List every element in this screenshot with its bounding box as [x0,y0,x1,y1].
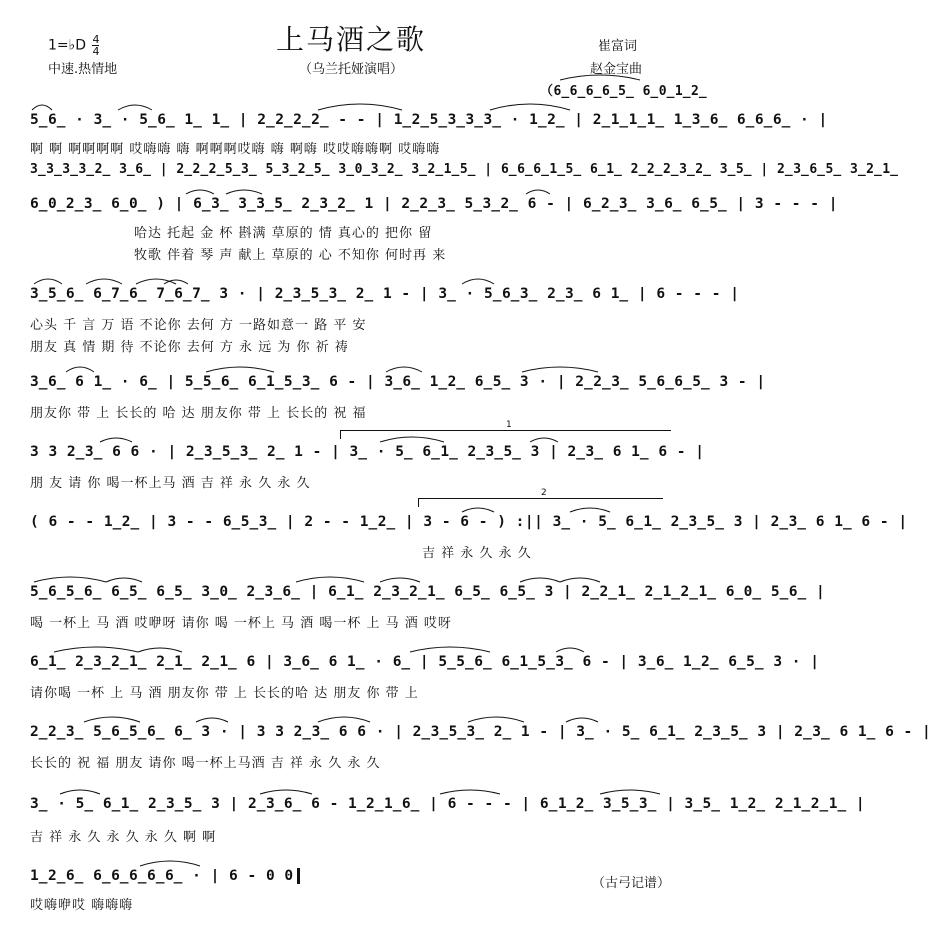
score-line-6: 3 3 2̲3̲ 6 6 · | 2̲3̲5̲3̲ 2̲ 1 - | 3̲ · 5̲ 6̲1̲ 2̲3̲5̲ 3 | 2̲3̲ 6 1̲ 6 - | [30,444,705,460]
slur-arc [380,578,420,582]
slur-arc [136,279,176,284]
lyric-line-12: 哎嗨咿哎 嗨嗨嗨 [30,898,134,913]
slur-arc [296,577,364,582]
song-title: 上马酒之歌 [275,23,426,56]
slur-arc [186,190,214,194]
slur-arc [84,717,140,722]
slur-arc [34,577,106,582]
slur-arc [520,578,560,582]
slur-arc [206,367,274,372]
time-signature [92,34,99,57]
slur-arc [522,367,598,372]
score-line-11: 3̲ · 5̲ 6̲1̲ 2̲3̲5̲ 3 | 2̲3̲6̲ 6 - 1̲2̲1̲6̲ | 6 - - - | 6̲1̲2̲ 3̲5̲3̲ | 3̲5̲ 1̲2̲ 2̲1̲2̲1̲ | [30,796,866,812]
lyric-line-6: 朋 友 请 你 喝一杯上马 酒 吉 祥 永 久 永 久 [30,476,311,491]
tempo-marking: 中速.热情地 [48,62,118,77]
score-line-4: 3̲5̲6̲ 6̲7̲6̲ 7̲6̲7̲ 3 · | 2̲3̲5̲3̲ 2̲ 1 - | 3̲ · 5̲6̲3̲ 2̲3̲ 6 1̲ | 6 - - - | [30,286,740,302]
slur-arc [570,508,610,512]
score-line-10: 2̲2̲3̲ 5̲6̲5̲6̲ 6̲ 3 · | 3 3 2̲3̲ 6 6 · | 2̲3̲5̲3̲ 2̲ 1 - | 3̲ · 5̲ 6̲1̲ 2̲3̲5̲ 3 | 2̲3̲ 6 1̲ 6 - | [30,724,931,740]
lyric-line-3a: 哈达 托起 金 杯 斟满 草原的 情 真心的 把你 留 [134,226,433,241]
slur-arc [196,718,228,722]
intro-notes: （6̲6̲6̲6̲5̲ 6̲0̲1̲2̲ [540,84,708,99]
slur-arc [462,508,494,512]
score-line-7: ( 6 - - 1̲2̲ | 3 - - 6̲5̲3̲ | 2 - - 1̲2̲ | 3 - 6 - ) :|| 3̲ · 5̲ 6̲1̲ 2̲3̲5̲ 3 | 2̲3̲ 6 1̲ 6 - | [30,514,908,530]
slur-arc [566,718,598,722]
slur-arc [386,367,422,372]
lyricist-credit: 崔富词 [598,39,638,54]
lyric-line-5: 朋友你 带 上 长长的 哈 达 朋友你 带 上 长长的 祝 福 [30,406,367,421]
score-line-9: 6̲1̲ 2̲3̲2̲1̲ 2̲1̲ 2̲1̲ 6 | 3̲6̲ 6 1̲ · 6̲ | 5̲5̲6̲ 6̲1̲5̲3̲ 6 - | 3̲6̲ 1̲2̲ 6̲5̲ 3 · | [30,654,820,670]
score-line-5: 3̲6̲ 6 1̲ · 6̲ | 5̲5̲6̲ 6̲1̲5̲3̲ 6 - | 3̲6̲ 1̲2̲ 6̲5̲ 3 · | 2̲2̲3̲ 5̲6̲6̲5̲ 3 - | [30,374,766,390]
slur-arc [32,105,52,110]
composer-credit: 赵金宝曲 [590,62,643,77]
score-line-2: 3̲3̲3̲3̲2̲ 3̲6̲ | 2̲2̲2̲5̲3̲ 5̲3̲2̲5̲ 3̲0̲3̲2̲ 3̲2̲1̲5̲ | 6̲6̲6̲1̲5̲ 6̲1̲ 2̲2̲2̲3̲2̲ 3̲5̲ | 2̲3̲6̲5̲ 3̲2̲1̲ [30,162,899,177]
performer-subtitle: （乌兰托娅演唱） [298,62,403,77]
transcriber-credit: （古弓记谱） [592,876,671,891]
key-signature [48,34,99,57]
volta-1-bracket [340,420,671,439]
slur-arc [560,578,600,582]
slur-arc [600,790,660,794]
slur-arc [490,104,570,110]
lyric-line-8: 喝 一杯上 马 酒 哎咿呀 请你 喝 一杯上 马 酒 喝一杯 上 马 酒 哎呀 [30,616,452,631]
meter-bottom: 4 [92,45,100,58]
slur-arc [138,648,182,652]
lyric-line-9: 请你喝 一杯 上 马 酒 朋友你 带 上 长长的哈 达 朋友 你 带 上 [30,686,419,701]
lyric-line-4a: 心头 千 言 万 语 不论你 去何 方 一路如意一 路 平 安 [30,318,367,333]
slur-arc [556,648,584,652]
volta-1-number: 1 [506,420,512,430]
meter-top: 4 [92,33,100,46]
slur-arc [526,190,550,194]
slur-arc [468,717,524,722]
volta-2-number: 2 [541,488,547,498]
lyric-line-7: 吉 祥 永 久 永 久 [422,546,532,561]
slur-arc [100,438,132,442]
slur-arc [34,279,62,284]
slur-arc [318,717,370,722]
lyric-line-4b: 朋友 真 情 期 待 不论你 去何 方 永 远 为 你 祈 祷 [30,340,349,355]
slur-arc [440,790,500,794]
final-barline [297,868,300,884]
lyric-line-1: 啊 啊 啊啊啊啊 哎嗨嗨 嗨 啊啊啊哎嗨 嗨 啊嗨 哎哎嗨嗨啊 哎嗨嗨 [30,142,441,157]
volta-2-bracket [418,488,663,507]
score-line-12 [30,868,300,884]
slur-arc [164,280,188,284]
slur-arc [140,861,200,866]
slur-arc [86,279,122,284]
final-notes: 1̲2̲6̲ 6̲6̲6̲6̲6̲ · | 6 - 0 0 [30,868,294,884]
slur-arc [60,790,100,794]
slur-arc [106,578,142,582]
slur-arc [66,367,94,372]
slur-arc [318,104,402,110]
key-label: 1=♭D [48,37,87,54]
slur-arc [118,105,152,110]
lyric-line-3b: 牧歌 伴着 琴 声 献上 草原的 心 不知你 何时再 来 [134,248,447,263]
score-line-1: 5̲6̲ · 3̲ · 5̲6̲ 1̲ 1̲ | 2̲2̲2̲2̲ - - | 1̲2̲5̲3̲3̲3̲ · 1̲2̲ | 2̲1̲1̲1̲ 1̲3̲6̲ 6̲6̲6̲ · | [30,112,828,128]
score-line-8: 5̲6̲5̲6̲ 6̲5̲ 6̲5̲ 3̲0̲ 2̲3̲6̲ | 6̲1̲ 2̲3̲2̲1̲ 6̲5̲ 6̲5̲ 3 | 2̲2̲1̲ 2̲1̲2̲1̲ 6̲0̲ 5̲6̲ | [30,584,826,600]
slur-arc [226,190,262,194]
slur-arc [260,790,312,794]
slur-arc [54,647,138,652]
slur-arc [410,647,490,652]
score-line-3: 6̲0̲2̲3̲ 6̲0̲ ) | 6̲3̲ 3̲3̲5̲ 2̲3̲2̲ 1 | 2̲2̲3̲ 5̲3̲2̲ 6 - | 6̲2̲3̲ 3̲6̲ 6̲5̲ | 3 - - - | [30,196,838,212]
lyric-line-10: 长长的 祝 福 朋友 请你 喝一杯上马酒 吉 祥 永 久 永 久 [30,756,381,771]
lyric-line-11: 吉 祥 永 久 永 久 永 久 啊 啊 [30,830,217,845]
slur-arc [462,279,494,284]
